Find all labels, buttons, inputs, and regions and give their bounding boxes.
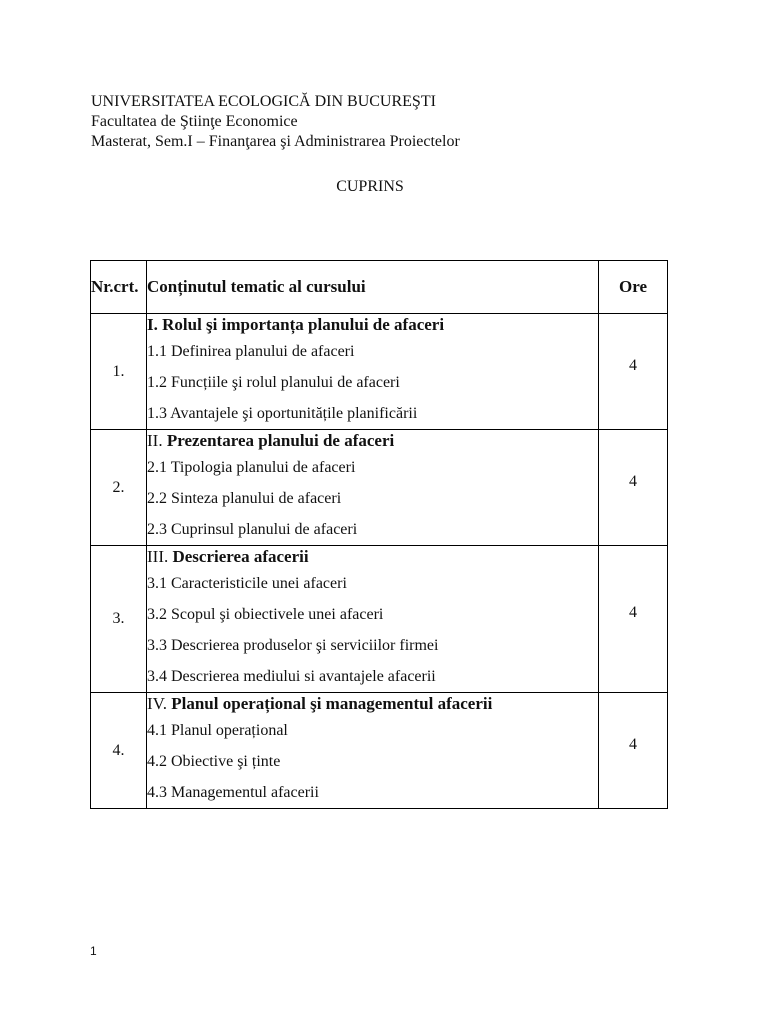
table-row bbox=[91, 546, 668, 693]
list-item: 1.3 Avantajele şi oportunitățile planificării bbox=[147, 405, 418, 422]
contents-table bbox=[90, 260, 668, 809]
row-number: 3. bbox=[91, 546, 147, 693]
list-item: 3.3 Descrierea produselor şi serviciilor firmei bbox=[147, 637, 439, 654]
faculty-name: Facultatea de Ştiinţe Economice bbox=[91, 113, 298, 130]
column-header-content: Conținutul tematic al cursului bbox=[147, 261, 599, 314]
list-item: 1.1 Definirea planului de afaceri bbox=[147, 343, 355, 360]
list-item: 3.1 Caracteristicile unei afaceri bbox=[147, 575, 347, 592]
section-title: I. Rolul şi importanța planului de afaceri bbox=[147, 315, 445, 334]
column-header-hours: Ore bbox=[599, 261, 668, 314]
row-number: 4. bbox=[91, 693, 147, 809]
list-item: 2.1 Tipologia planului de afaceri bbox=[147, 459, 356, 476]
list-item: 1.2 Funcțiile şi rolul planului de afaceri bbox=[147, 374, 400, 391]
section-title: II. Prezentarea planului de afaceri bbox=[147, 431, 395, 450]
section-hours: 4 bbox=[599, 546, 668, 693]
list-item: 4.3 Managementul afacerii bbox=[147, 784, 319, 801]
list-item: 4.2 Obiective şi ținte bbox=[147, 753, 281, 770]
row-number: 2. bbox=[91, 430, 147, 546]
section-content bbox=[147, 693, 599, 809]
university-name: UNIVERSITATEA ECOLOGICĂ DIN BUCUREŞTI bbox=[91, 93, 436, 110]
page-number: 1 bbox=[90, 944, 97, 958]
section-title: III. Descrierea afacerii bbox=[147, 547, 309, 566]
list-item: 3.4 Descrierea mediului si avantajele afacerii bbox=[147, 668, 436, 685]
section-title: IV. Planul operațional şi managementul afacerii bbox=[147, 694, 493, 713]
table-row bbox=[91, 693, 668, 809]
list-item: 2.2 Sinteza planului de afaceri bbox=[147, 490, 342, 507]
section-hours: 4 bbox=[599, 693, 668, 809]
section-content bbox=[147, 314, 599, 430]
section-hours: 4 bbox=[599, 314, 668, 430]
table-header-row bbox=[91, 261, 668, 314]
toc-title: CUPRINS bbox=[336, 178, 404, 195]
column-header-number: Nr.crt. bbox=[91, 261, 147, 314]
program-name: Masterat, Sem.I – Finanţarea şi Administrarea Proiectelor bbox=[91, 133, 460, 150]
section-content bbox=[147, 546, 599, 693]
table-row bbox=[91, 430, 668, 546]
list-item: 3.2 Scopul şi obiectivele unei afaceri bbox=[147, 606, 384, 623]
row-number: 1. bbox=[91, 314, 147, 430]
section-content bbox=[147, 430, 599, 546]
list-item: 2.3 Cuprinsul planului de afaceri bbox=[147, 521, 358, 538]
list-item: 4.1 Planul operațional bbox=[147, 722, 288, 739]
document-header bbox=[91, 92, 460, 152]
section-hours: 4 bbox=[599, 430, 668, 546]
table-row bbox=[91, 314, 668, 430]
